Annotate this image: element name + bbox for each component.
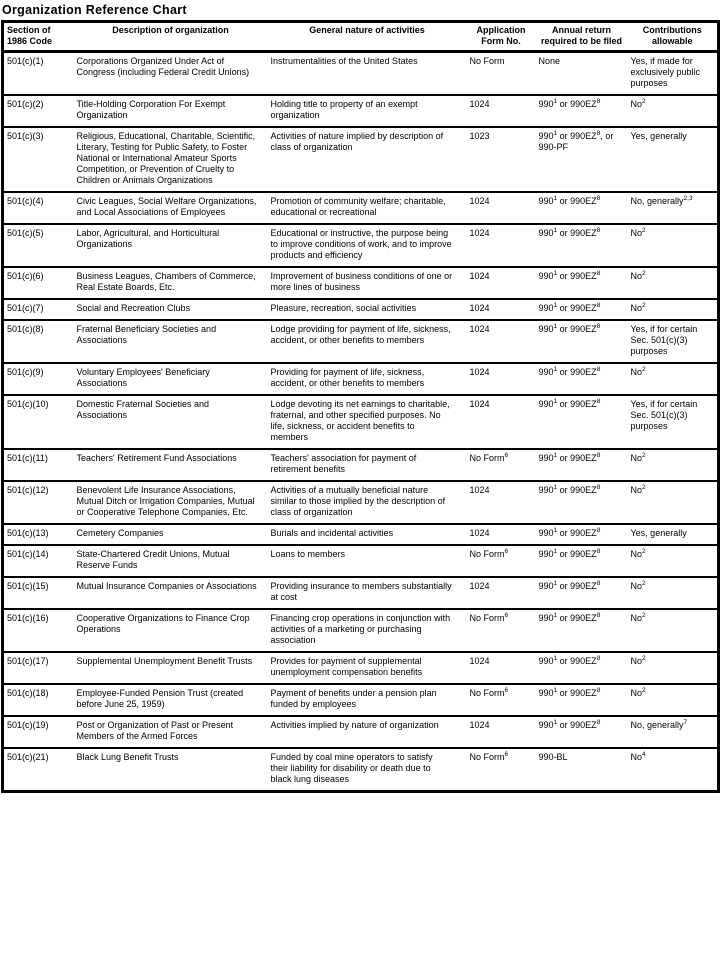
table-row — [3, 320, 719, 363]
application-form-cell: No Form$^6$ — [469, 612, 509, 623]
annual-return-cell: $990^1$ or $990EZ^8$ — [538, 527, 601, 538]
application-form-cell: No Form$^6$ — [469, 751, 509, 762]
activities-cell: Activities of a mutually beneficial nature similar to those implied by the description of class of organization — [270, 485, 446, 517]
activities-cell: Pleasure, recreation, social activities — [270, 303, 417, 313]
table-row — [3, 652, 719, 684]
contributions-cell: No, generally$^7$ — [630, 719, 688, 730]
column-header-description: Description of organization — [112, 25, 229, 35]
application-form-cell: 1024 — [469, 324, 490, 334]
annual-return-cell: $990^1$ or $990EZ^8$ — [538, 366, 601, 377]
description-cell: Benevolent Life Insurance Associations, Mutual Ditch or Irrigation Companies, Mutual or Cooperative Telephone Companies, Etc. — [76, 485, 255, 517]
annual-return-cell: $990^1$ or $990EZ^8$ — [538, 227, 601, 238]
footnote-reference: 2 — [642, 452, 646, 459]
section-code-cell: 501(c)(10) — [7, 399, 49, 409]
footnote-reference: 2 — [642, 366, 646, 373]
activities-cell: Educational or instructive, the purpose being to improve conditions of work, and to improve products and efficiency — [270, 228, 452, 260]
table-row — [3, 299, 719, 320]
footnote-reference: 8 — [596, 687, 601, 694]
footnote-reference: 1 — [553, 398, 558, 405]
activities-cell: Holding title to property of an exempt organization — [270, 99, 418, 120]
annual-return-cell: $990^1$ or $990EZ^8$ — [538, 687, 601, 698]
description-cell: Teachers' Retirement Fund Associations — [76, 453, 237, 463]
section-code-cell: 501(c)(19) — [7, 720, 49, 730]
column-header-annual-return: Annual return required to be filed — [540, 25, 622, 46]
activities-cell: Activities implied by nature of organization — [270, 720, 439, 730]
contributions-cell: No$^2$ — [630, 452, 646, 463]
annual-return-cell: $990^1$ or $990EZ^8$ — [538, 398, 601, 409]
column-header-activities: General nature of activities — [309, 25, 425, 35]
annual-return-cell: $990^1$ or $990EZ^8$ — [538, 655, 601, 666]
footnote-reference: 8 — [596, 548, 601, 555]
footnote-reference: 2 — [642, 548, 646, 555]
description-cell: Mutual Insurance Companies or Associations — [76, 581, 257, 591]
application-form-cell: 1024 — [469, 581, 490, 591]
footnote-reference: 2 — [642, 302, 646, 309]
table-row — [3, 127, 719, 192]
header-row — [3, 22, 719, 52]
description-cell: Business Leagues, Chambers of Commerce, Real Estate Boards, Etc. — [76, 271, 256, 292]
contributions-cell: No$^2$ — [630, 655, 646, 666]
footnote-reference: 2,3 — [683, 195, 693, 202]
activities-cell: Providing for payment of life, sickness, accident, or other benefits to members — [270, 367, 425, 388]
description-cell: Corporations Organized Under Act of Congress (including Federal Credit Unions) — [76, 56, 250, 77]
table-row — [3, 609, 719, 652]
footnote-reference: 4 — [642, 751, 646, 758]
table-row — [3, 52, 719, 96]
section-code-cell: 501(c)(17) — [7, 656, 49, 666]
description-cell: Domestic Fraternal Societies and Associations — [76, 399, 210, 420]
table-row — [3, 748, 719, 792]
activities-cell: Funded by coal mine operators to satisfy their liability for disability or death due to black lung diseases — [270, 752, 433, 784]
footnote-reference: 1 — [553, 270, 558, 277]
section-code-cell: 501(c)(5) — [7, 228, 44, 238]
column-header-section-code: Section of 1986 Code — [7, 25, 53, 46]
footnote-reference: 8 — [596, 302, 601, 309]
contributions-cell: No$^2$ — [630, 548, 646, 559]
footnote-reference: 2 — [642, 612, 646, 619]
footnote-reference: 1 — [553, 302, 558, 309]
description-cell: Religious, Educational, Charitable, Scientific, Literary, Testing for Public Safety, to Foster National or International Amateur Sports Competition, or Prevention of Cruelty to Children or Animals Organizations — [76, 131, 256, 185]
annual-return-cell: $990^1$ or $990EZ^8$ — [538, 98, 601, 109]
activities-cell: Payment of benefits under a pension plan funded by employees — [270, 688, 437, 709]
footnote-reference: 2 — [642, 270, 646, 277]
section-code-cell: 501(c)(13) — [7, 528, 49, 538]
table-row — [3, 395, 719, 449]
application-form-cell: 1024 — [469, 399, 490, 409]
table-row — [3, 224, 719, 267]
contributions-cell: No$^2$ — [630, 687, 646, 698]
footnote-reference: 8 — [596, 580, 601, 587]
footnote-reference: 6 — [504, 687, 509, 694]
footnote-reference: 1 — [553, 366, 558, 373]
footnote-reference: 8 — [596, 227, 601, 234]
description-cell: Post or Organization of Past or Present Members of the Armed Forces — [76, 720, 234, 741]
footnote-reference: 1 — [553, 130, 558, 137]
table-row — [3, 192, 719, 224]
activities-cell: Providing insurance to members substantially at cost — [270, 581, 452, 602]
annual-return-cell: $990^1$ or $990EZ^8$ — [538, 323, 601, 334]
activities-cell: Activities of nature implied by description of class of organization — [270, 131, 444, 152]
activities-cell: Lodge providing for payment of life, sickness, accident, or other benefits to members — [270, 324, 451, 345]
annual-return-cell: $990^1$ or $990EZ^8$ — [538, 452, 601, 463]
column-header-contributions: Contributions allowable — [642, 25, 702, 46]
table-row — [3, 524, 719, 545]
footnote-reference: 1 — [553, 227, 558, 234]
annual-return-cell: $990^1$ or $990EZ^8$ — [538, 548, 601, 559]
table-row — [3, 267, 719, 299]
column-header-application-form: Application Form No. — [476, 25, 526, 46]
section-code-cell: 501(c)(12) — [7, 485, 49, 495]
contributions-cell: Yes, if made for exclusively public purposes — [630, 56, 701, 88]
contributions-cell: No$^2$ — [630, 98, 646, 109]
description-cell: Cemetery Companies — [76, 528, 164, 538]
organization-reference-table — [1, 20, 720, 793]
description-cell: Social and Recreation Clubs — [76, 303, 191, 313]
application-form-cell: 1024 — [469, 528, 490, 538]
footnote-reference: 8 — [596, 484, 601, 491]
footnote-reference: 1 — [553, 323, 558, 330]
table-row — [3, 363, 719, 395]
table-row — [3, 577, 719, 609]
application-form-cell: No Form$^6$ — [469, 687, 509, 698]
activities-cell: Provides for payment of supplemental unemployment compensation benefits — [270, 656, 423, 677]
application-form-cell: 1024 — [469, 720, 490, 730]
table-row — [3, 449, 719, 481]
table-row — [3, 684, 719, 716]
footnote-reference: 1 — [553, 484, 558, 491]
description-cell: State-Chartered Credit Unions, Mutual Reserve Funds — [76, 549, 230, 570]
footnote-reference: 2 — [642, 580, 646, 587]
annual-return-cell: $990^1$ or $990EZ^8$, or 990-PF — [538, 130, 614, 152]
section-code-cell: 501(c)(3) — [7, 131, 44, 141]
footnote-reference: 8 — [596, 719, 601, 726]
annual-return-cell: $990^1$ or $990EZ^8$ — [538, 580, 601, 591]
annual-return-cell: $990^1$ or $990EZ^8$ — [538, 195, 601, 206]
section-code-cell: 501(c)(7) — [7, 303, 44, 313]
activities-cell: Teachers' association for payment of retirement benefits — [270, 453, 417, 474]
page-title: Organization Reference Chart — [2, 3, 187, 17]
table-header — [3, 22, 719, 52]
application-form-cell: 1024 — [469, 271, 490, 281]
footnote-reference: 8 — [596, 655, 601, 662]
footnote-reference: 6 — [504, 548, 509, 555]
contributions-cell: No, generally$^{2,3}$ — [630, 195, 693, 206]
annual-return-cell: $990^1$ or $990EZ^8$ — [538, 484, 601, 495]
footnote-reference: 6 — [504, 751, 509, 758]
section-code-cell: 501(c)(16) — [7, 613, 49, 623]
footnote-reference: 1 — [553, 548, 558, 555]
application-form-cell: 1024 — [469, 99, 490, 109]
section-code-cell: 501(c)(9) — [7, 367, 44, 377]
footnote-reference: 1 — [553, 195, 558, 202]
section-code-cell: 501(c)(14) — [7, 549, 49, 559]
footnote-reference: 1 — [553, 687, 558, 694]
footnote-reference: 8 — [596, 612, 601, 619]
footnote-reference: 8 — [596, 452, 601, 459]
activities-cell: Burials and incidental activities — [270, 528, 394, 538]
section-code-cell: 501(c)(8) — [7, 324, 44, 334]
contributions-cell: No$^2$ — [630, 484, 646, 495]
annual-return-cell: None — [538, 56, 561, 66]
table-row — [3, 95, 719, 127]
contributions-cell: No$^2$ — [630, 270, 646, 281]
footnote-reference: 2 — [642, 98, 646, 105]
contributions-cell: Yes, generally — [630, 528, 687, 538]
footnote-reference: 1 — [553, 98, 558, 105]
section-code-cell: 501(c)(18) — [7, 688, 49, 698]
contributions-cell: No$^4$ — [630, 751, 646, 762]
section-code-cell: 501(c)(15) — [7, 581, 49, 591]
table-row — [3, 716, 719, 748]
activities-cell: Lodge devoting its net earnings to charitable, fraternal, and other specified purposes. No life, sickness, or accident benefits to members — [270, 399, 450, 442]
table-row — [3, 481, 719, 524]
contributions-cell: No$^2$ — [630, 227, 646, 238]
contributions-cell: No$^2$ — [630, 612, 646, 623]
contributions-cell: Yes, if for certain Sec. 501(c)(3) purposes — [630, 324, 698, 356]
description-cell: Labor, Agricultural, and Horticultural Organizations — [76, 228, 220, 249]
footnote-reference: 8 — [596, 98, 601, 105]
table-body — [3, 52, 719, 792]
application-form-cell: 1024 — [469, 485, 490, 495]
description-cell: Title-Holding Corporation For Exempt Organization — [76, 99, 226, 120]
application-form-cell: No Form$^6$ — [469, 548, 509, 559]
footnote-reference: 8 — [596, 270, 601, 277]
application-form-cell: 1023 — [469, 131, 490, 141]
footnote-reference: 6 — [504, 452, 509, 459]
contributions-cell: Yes, generally — [630, 131, 687, 141]
footnote-reference: 2 — [642, 687, 646, 694]
activities-cell: Loans to members — [270, 549, 346, 559]
activities-cell: Instrumentalities of the United States — [270, 56, 418, 66]
activities-cell: Promotion of community welfare; charitable, educational or recreational — [270, 196, 446, 217]
description-cell: Cooperative Organizations to Finance Crop Operations — [76, 613, 250, 634]
footnote-reference: 8 — [596, 527, 601, 534]
annual-return-cell: 990-BL — [538, 752, 568, 762]
section-code-cell: 501(c)(2) — [7, 99, 44, 109]
annual-return-cell: $990^1$ or $990EZ^8$ — [538, 302, 601, 313]
application-form-cell: No Form$^6$ — [469, 452, 509, 463]
contributions-cell: No$^2$ — [630, 302, 646, 313]
footnote-reference: 1 — [553, 580, 558, 587]
description-cell: Fraternal Beneficiary Societies and Associations — [76, 324, 217, 345]
footnote-reference: 2 — [642, 655, 646, 662]
footnote-reference: 1 — [553, 612, 558, 619]
section-code-cell: 501(c)(21) — [7, 752, 49, 762]
footnote-reference: 1 — [553, 527, 558, 534]
section-code-cell: 501(c)(6) — [7, 271, 44, 281]
footnote-reference: 1 — [553, 452, 558, 459]
application-form-cell: 1024 — [469, 228, 490, 238]
description-cell: Civic Leagues, Social Welfare Organizations, and Local Associations of Employees — [76, 196, 257, 217]
activities-cell: Financing crop operations in conjunction with activities of a marketing or purchasing association — [270, 613, 451, 645]
application-form-cell: 1024 — [469, 367, 490, 377]
section-code-cell: 501(c)(11) — [7, 453, 48, 463]
footnote-reference: 8 — [596, 366, 601, 373]
section-code-cell: 501(c)(4) — [7, 196, 44, 206]
application-form-cell: 1024 — [469, 303, 490, 313]
section-code-cell: 501(c)(1) — [7, 56, 44, 66]
contributions-cell: Yes, if for certain Sec. 501(c)(3) purposes — [630, 399, 698, 431]
footnote-reference: 1 — [553, 719, 558, 726]
annual-return-cell: $990^1$ or $990EZ^8$ — [538, 270, 601, 281]
activities-cell: Improvement of business conditions of one or more lines of business — [270, 271, 453, 292]
footnote-reference: 2 — [642, 227, 646, 234]
footnote-reference: 8 — [596, 130, 601, 137]
footnote-reference: 8 — [596, 195, 601, 202]
footnote-reference: 1 — [553, 655, 558, 662]
footnote-reference: 8 — [596, 398, 601, 405]
annual-return-cell: $990^1$ or $990EZ^8$ — [538, 612, 601, 623]
contributions-cell: No$^2$ — [630, 366, 646, 377]
application-form-cell: No Form — [469, 56, 505, 66]
contributions-cell: No$^2$ — [630, 580, 646, 591]
footnote-reference: 6 — [504, 612, 509, 619]
description-cell: Voluntary Employees' Beneficiary Associations — [76, 367, 210, 388]
application-form-cell: 1024 — [469, 656, 490, 666]
application-form-cell: 1024 — [469, 196, 490, 206]
table-row — [3, 545, 719, 577]
footnote-reference: 7 — [683, 719, 688, 726]
footnote-reference: 2 — [642, 484, 646, 491]
description-cell: Supplemental Unemployment Benefit Trusts — [76, 656, 253, 666]
footnote-reference: 8 — [596, 323, 601, 330]
annual-return-cell: $990^1$ or $990EZ^8$ — [538, 719, 601, 730]
description-cell: Employee-Funded Pension Trust (created before June 25, 1959) — [76, 688, 244, 709]
description-cell: Black Lung Benefit Trusts — [76, 752, 179, 762]
